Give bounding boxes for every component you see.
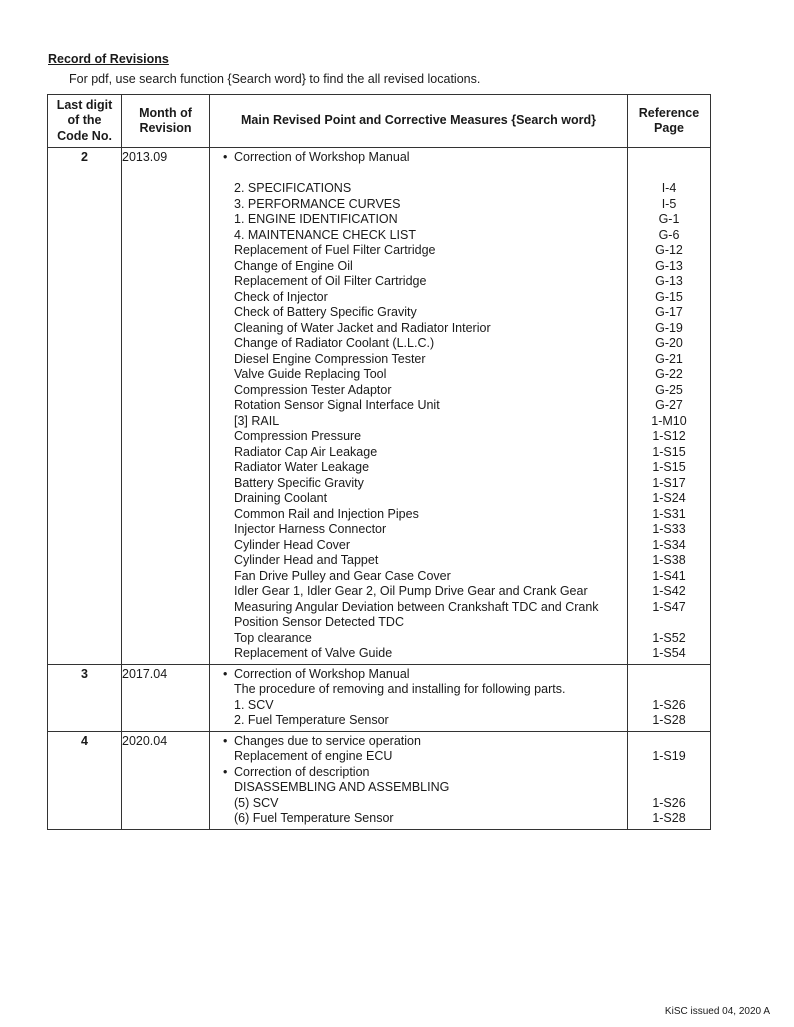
revision-point (210, 181, 627, 197)
revision-point-text: Replacement of Oil Filter Cartridge (234, 274, 427, 288)
revision-point-text: Compression Pressure (234, 429, 362, 443)
revision-point (210, 383, 627, 399)
revision-code: 2 (81, 150, 88, 164)
revision-point (210, 476, 627, 492)
revision-point-text: Replacement of Fuel Filter Cartridge (234, 243, 436, 257)
reference-page: G-1 (658, 212, 680, 226)
revision-point-text: 4. MAINTENANCE CHECK LIST (234, 227, 416, 242)
revision-point-text: Change of Engine Oil (234, 258, 353, 273)
revision-point-text: Idler Gear 1, Idler Gear 2, Oil Pump Drive Gear and Crank Gear (234, 584, 588, 598)
revision-point-text: Fan Drive Pulley and Gear Case Cover (234, 568, 451, 583)
reference-page: G-12 (655, 243, 683, 257)
bullet-icon: • (223, 150, 228, 164)
revision-point-text: 2. Fuel Temperature Sensor (234, 713, 389, 727)
reference-page (628, 765, 710, 781)
revision-point (210, 336, 627, 352)
reference-page: G-20 (655, 336, 683, 350)
header-code-line: Code No. (57, 128, 112, 143)
reference-page: G-22 (655, 367, 683, 381)
revision-point (210, 749, 627, 765)
revision-point (210, 367, 627, 383)
revision-code-cell (48, 148, 122, 665)
header-code-line: of the (67, 113, 102, 128)
revision-point (210, 460, 627, 476)
revision-point (210, 615, 627, 631)
revision-point (210, 780, 627, 796)
revision-point (210, 197, 627, 213)
revision-point-text: 2. SPECIFICATIONS (234, 181, 352, 195)
reference-page: 1-S31 (652, 506, 686, 521)
table-header-row (48, 95, 711, 148)
reference-page: 1-S24 (652, 491, 686, 505)
revision-point-text: Cleaning of Water Jacket and Radiator Interior (234, 320, 491, 335)
revision-point-text: Radiator Water Leakage (234, 460, 370, 474)
reference-page: 1-M10 (651, 413, 687, 428)
revision-point (210, 321, 627, 337)
search-note: For pdf, use search function {Search word} to find the all revised locations. (69, 72, 481, 86)
revision-point-text: Diesel Engine Compression Tester (234, 351, 426, 366)
reference-page: G-17 (655, 305, 683, 319)
revision-point-text: Cylinder Head and Tappet (234, 553, 379, 567)
revision-point-text: Compression Tester Adaptor (234, 382, 392, 397)
revision-point (210, 414, 627, 430)
reference-page: 1-S38 (652, 553, 686, 567)
revision-point-text: Common Rail and Injection Pipes (234, 506, 419, 521)
revision-point (210, 166, 627, 182)
revision-month-cell (122, 731, 210, 829)
header-code (48, 95, 122, 148)
revision-point-text: (6) Fuel Temperature Sensor (234, 811, 394, 825)
revision-point-text: Top clearance (234, 630, 312, 645)
revision-point-text: Check of Battery Specific Gravity (234, 305, 417, 319)
revision-point-text: Cylinder Head Cover (234, 537, 351, 552)
revision-point (210, 259, 627, 275)
reference-page: G-13 (655, 274, 683, 288)
revision-point (210, 538, 627, 554)
header-month (122, 95, 210, 148)
revision-point-text: Correction of Workshop Manual (234, 150, 410, 164)
reference-page: 1-S19 (652, 749, 686, 763)
revision-point-text: Rotation Sensor Signal Interface Unit (234, 398, 440, 412)
header-ref-line: Reference (638, 105, 700, 120)
revision-point (210, 553, 627, 569)
revision-point (210, 569, 627, 585)
table-row (48, 664, 711, 731)
revision-point (210, 796, 627, 812)
reference-page: G-25 (655, 382, 683, 397)
header-month-line: Revision (139, 121, 192, 135)
bullet-icon: • (223, 733, 228, 748)
revision-point-text: Draining Coolant (234, 491, 328, 505)
revision-refs-cell (628, 731, 711, 829)
revision-month: 2017.04 (122, 666, 168, 681)
header-month-line: Month of (139, 105, 192, 120)
revision-table (47, 94, 711, 830)
reference-page: 1-S17 (652, 475, 686, 490)
revision-point-text: Radiator Cap Air Leakage (234, 444, 378, 459)
revision-point-text: Correction of Workshop Manual (234, 666, 410, 681)
revision-point-text: Replacement of Valve Guide (234, 646, 393, 660)
reference-page (628, 682, 710, 698)
reference-page: I-4 (661, 181, 677, 195)
revision-point-heading (210, 734, 627, 750)
revision-point (210, 522, 627, 538)
header-ref (628, 95, 711, 148)
reference-page: 1-S34 (652, 537, 686, 552)
reference-page: 1-S52 (652, 630, 686, 645)
revision-point-text: Battery Specific Gravity (234, 475, 364, 490)
reference-page (628, 734, 710, 750)
revision-point (210, 352, 627, 368)
revision-point-text: Change of Radiator Coolant (L.L.C.) (234, 336, 435, 350)
revision-point (210, 698, 627, 714)
reference-page: 1-S47 (652, 599, 686, 614)
revision-point (210, 429, 627, 445)
revision-point-text: [3] RAIL (234, 413, 280, 428)
revision-month-cell (122, 148, 210, 665)
reference-page: 1-S15 (652, 444, 686, 459)
reference-page: 1-S41 (652, 568, 686, 583)
revision-month: 2020.04 (122, 733, 168, 748)
revision-point (210, 290, 627, 306)
reference-page: G-15 (655, 289, 683, 304)
revision-point-text: 3. PERFORMANCE CURVES (234, 196, 401, 211)
revision-point (210, 646, 627, 662)
reference-page: G-21 (655, 351, 683, 366)
revision-month: 2013.09 (122, 150, 168, 164)
revision-point-text: The procedure of removing and installing for following parts. (234, 682, 566, 696)
header-ref-line: Page (654, 121, 684, 135)
revision-point (210, 398, 627, 414)
reference-page (628, 166, 710, 182)
page-title: Record of Revisions (48, 52, 169, 66)
revision-point (210, 274, 627, 290)
revision-point (210, 682, 627, 698)
header-code-line: Last digit (56, 97, 113, 112)
reference-page (628, 780, 710, 796)
revision-point (210, 305, 627, 321)
reference-page (628, 150, 710, 166)
revision-points-cell (210, 731, 628, 829)
revision-point-text: Check of Injector (234, 289, 328, 304)
revision-point (210, 243, 627, 259)
revision-refs-cell (628, 664, 711, 731)
reference-page: 1-S26 (652, 697, 686, 712)
reference-page: 1-S28 (652, 811, 686, 825)
revision-point-text: Position Sensor Detected TDC (234, 615, 404, 629)
reference-page: 1-S33 (652, 522, 686, 536)
reference-page: 1-S42 (652, 584, 686, 598)
revision-points-cell (210, 664, 628, 731)
revision-point (210, 631, 627, 647)
revision-point-heading (210, 765, 627, 781)
reference-page (628, 667, 710, 683)
header-point: Main Revised Point and Corrective Measures {Search word} (210, 95, 628, 148)
table-row (48, 148, 711, 665)
revision-point (210, 600, 627, 616)
revision-point-text: DISASSEMBLING AND ASSEMBLING (234, 780, 450, 794)
revision-code-cell (48, 731, 122, 829)
reference-page (628, 615, 710, 631)
footer-issue: KiSC issued 04, 2020 A (664, 1006, 770, 1017)
revision-code-cell (48, 664, 122, 731)
revision-point (210, 228, 627, 244)
revision-point (210, 507, 627, 523)
revision-point-text: Injector Harness Connector (234, 522, 387, 536)
revision-point (210, 491, 627, 507)
revision-point-text: 1. SCV (234, 697, 274, 712)
reference-page: 1-S28 (652, 713, 686, 727)
revision-point (210, 445, 627, 461)
revision-point-text: Correction of description (234, 764, 370, 779)
reference-page: G-27 (655, 398, 683, 412)
revision-point (210, 212, 627, 228)
revision-point-text: Replacement of engine ECU (234, 749, 393, 763)
revision-point-text: 1. ENGINE IDENTIFICATION (234, 212, 398, 226)
revision-point (210, 713, 627, 729)
reference-page: G-13 (655, 258, 683, 273)
reference-page: 1-S26 (652, 795, 686, 810)
revision-code: 3 (81, 666, 88, 681)
reference-page: 1-S54 (652, 646, 686, 660)
revision-point-text: Changes due to service operation (234, 733, 421, 748)
revision-point-text: (5) SCV (234, 795, 279, 810)
revision-month-cell (122, 664, 210, 731)
revision-point-text: Valve Guide Replacing Tool (234, 367, 387, 381)
revision-points-cell (210, 148, 628, 665)
revision-point-text: Measuring Angular Deviation between Crankshaft TDC and Crank (234, 599, 599, 614)
reference-page: G-19 (655, 320, 683, 335)
reference-page: I-5 (661, 196, 677, 211)
bullet-icon: • (223, 764, 228, 779)
revision-point (210, 584, 627, 600)
reference-page: 1-S12 (652, 429, 686, 443)
bullet-icon: • (223, 666, 228, 681)
reference-page: G-6 (658, 227, 680, 242)
table-row (48, 731, 711, 829)
revision-point-heading (210, 150, 627, 166)
revision-table-body (48, 148, 711, 830)
revision-point (210, 811, 627, 827)
revision-point-heading (210, 667, 627, 683)
revision-refs-cell (628, 148, 711, 665)
revision-code: 4 (81, 733, 88, 748)
reference-page: 1-S15 (652, 460, 686, 474)
